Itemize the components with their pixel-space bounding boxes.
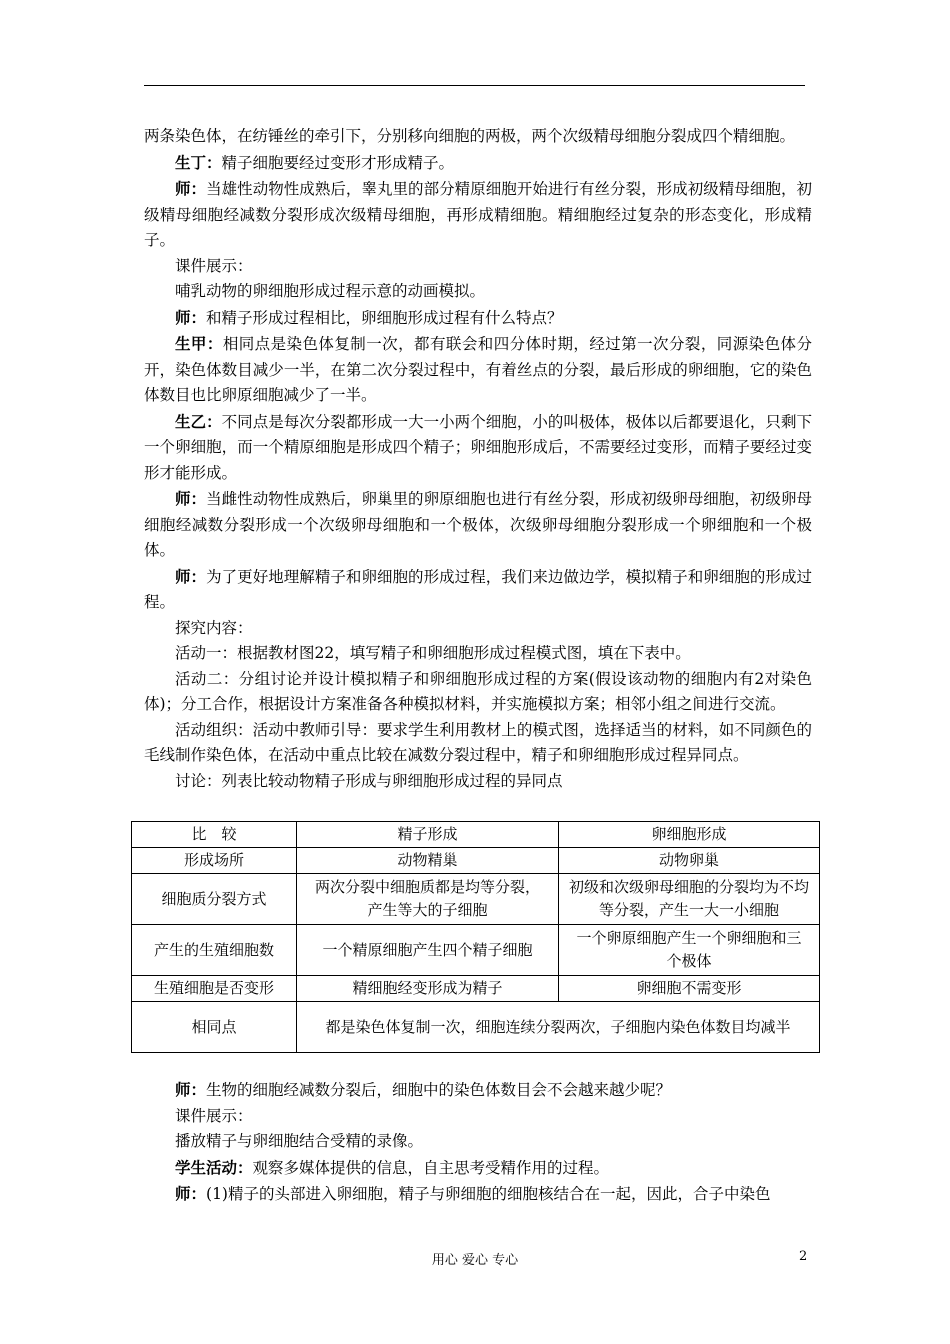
body-text-top [144, 124, 812, 794]
table-cell: 动物卵巢 [559, 848, 820, 874]
paragraph: 生乙：不同点是每次分裂都形成一大一小两个细胞，小的叫极体，极体以后都要退化，只剩下一个卵细胞，而一个精原细胞是形成四个精子；卵细胞形成后，不需要经过变形，而精子要经过变形才能形成。 [144, 411, 812, 482]
paragraph: 师：和精子形成过程相比，卵细胞形成过程有什么特点？ [175, 307, 563, 327]
table-cell: 相同点 [132, 1002, 297, 1053]
table-cell: 一个精原细胞产生四个精子细胞 [297, 925, 559, 976]
header-rule [144, 85, 805, 86]
table-row [132, 874, 820, 925]
paragraph: 讨论：列表比较动物精子形成与卵细胞形成过程的异同点 [175, 771, 563, 790]
paragraph: 播放精子与卵细胞结合受精的录像。 [175, 1132, 424, 1150]
table-row [132, 976, 820, 1002]
paragraph: 生甲：相同点是染色体复制一次，都有联会和四分体时期，经过第一次分裂，同源染色体分开，染色体数目减少一半，在第二次分裂过程中，有着丝点的分裂，最后形成的卵细胞，它的染色体数目也比卵原细胞减少了一半。 [144, 334, 812, 404]
table-header-cell: 卵细胞形成 [559, 822, 820, 848]
table-cell: 卵细胞不需变形 [559, 976, 820, 1002]
paragraph: 探究内容： [175, 618, 253, 637]
table-cell: 产生的生殖细胞数 [132, 925, 297, 976]
table-row [132, 1002, 820, 1053]
paragraph: 生丁：精子细胞要经过变形才形成精子。 [175, 152, 455, 172]
paragraph: 哺乳动物的卵细胞形成过程示意的动画模拟。 [175, 282, 486, 300]
table-header-cell: 比 较 [132, 822, 297, 848]
table-cell: 两次分裂中细胞质都是均等分裂，产生等大的子细胞 [297, 874, 559, 925]
paragraph: 课件展示： [175, 256, 253, 275]
paragraph: 师：(1)精子的头部进入卵细胞，精子与卵细胞的细胞核结合在一起，因此，合子中染色 [175, 1184, 771, 1203]
paragraph: 活动一：根据教材图22，填写精子和卵细胞形成过程模式图，填在下表中。 [175, 644, 691, 662]
table-cell: 精细胞经变形成为精子 [297, 976, 559, 1002]
table-cell: 动物精巢 [297, 848, 559, 874]
paragraph: 师：为了更好地理解精子和卵细胞的形成过程，我们来边做边学，模拟精子和卵细胞的形成过程。 [144, 566, 812, 611]
paragraph: 活动二：分组讨论并设计模拟精子和卵细胞形成过程的方案(假设该动物的细胞内有2对染色体)；分工合作，根据设计方案准备各种模拟材料，并实施模拟方案；相邻小组之间进行交流。 [144, 669, 812, 713]
paragraph: 师：当雄性动物性成熟后，睾丸里的部分精原细胞开始进行有丝分裂，形成初级精母细胞，初级精母细胞经减数分裂形成次级精母细胞，再形成精细胞。精细胞经过复杂的形态变化，形成精子。 [144, 179, 812, 249]
table-header-cell: 精子形成 [297, 822, 559, 848]
page-footer: 用心 爱心 专心 [431, 1253, 519, 1268]
table-cell: 初级和次级卵母细胞的分裂均为不均等分裂，产生一大一小细胞 [559, 874, 820, 925]
body-text-bottom [144, 1077, 812, 1208]
table-row [132, 848, 820, 874]
paragraph: 活动组织：活动中教师引导：要求学生利用教材上的模式图，选择适当的材料，如不同颜色的毛线制作染色体，在活动中重点比较在减数分裂过程中，精子和卵细胞形成过程异同点。 [144, 720, 812, 764]
paragraph: 学生活动：观察多媒体提供的信息，自主思考受精作用的过程。 [175, 1157, 610, 1177]
paragraph: 师：生物的细胞经减数分裂后，细胞中的染色体数目会不会越来越少呢？ [175, 1080, 672, 1099]
table-row [132, 925, 820, 976]
page-number: 2 [799, 1249, 808, 1264]
comparison-table [131, 821, 820, 1053]
paragraph: 师：当雌性动物性成熟后，卵巢里的卵原细胞也进行有丝分裂，形成初级卵母细胞，初级卵母细胞经减数分裂形成一个次级卵母细胞和一个极体，次级卵母细胞分裂形成一个卵细胞和一个极体。 [144, 489, 812, 559]
table-header-row [132, 822, 820, 848]
paragraph: 两条染色体，在纺锤丝的牵引下，分别移向细胞的两极，两个次级精母细胞分裂成四个精细胞。 [144, 127, 796, 145]
paragraph: 课件展示： [175, 1106, 253, 1125]
table-cell: 细胞质分裂方式 [132, 874, 297, 925]
table-cell: 形成场所 [132, 848, 297, 874]
table-cell: 都是染色体复制一次，细胞连续分裂两次，子细胞内染色体数目均减半 [297, 1002, 820, 1053]
table-cell: 生殖细胞是否变形 [132, 976, 297, 1002]
table-cell: 一个卵原细胞产生一个卵细胞和三个极体 [559, 925, 820, 976]
